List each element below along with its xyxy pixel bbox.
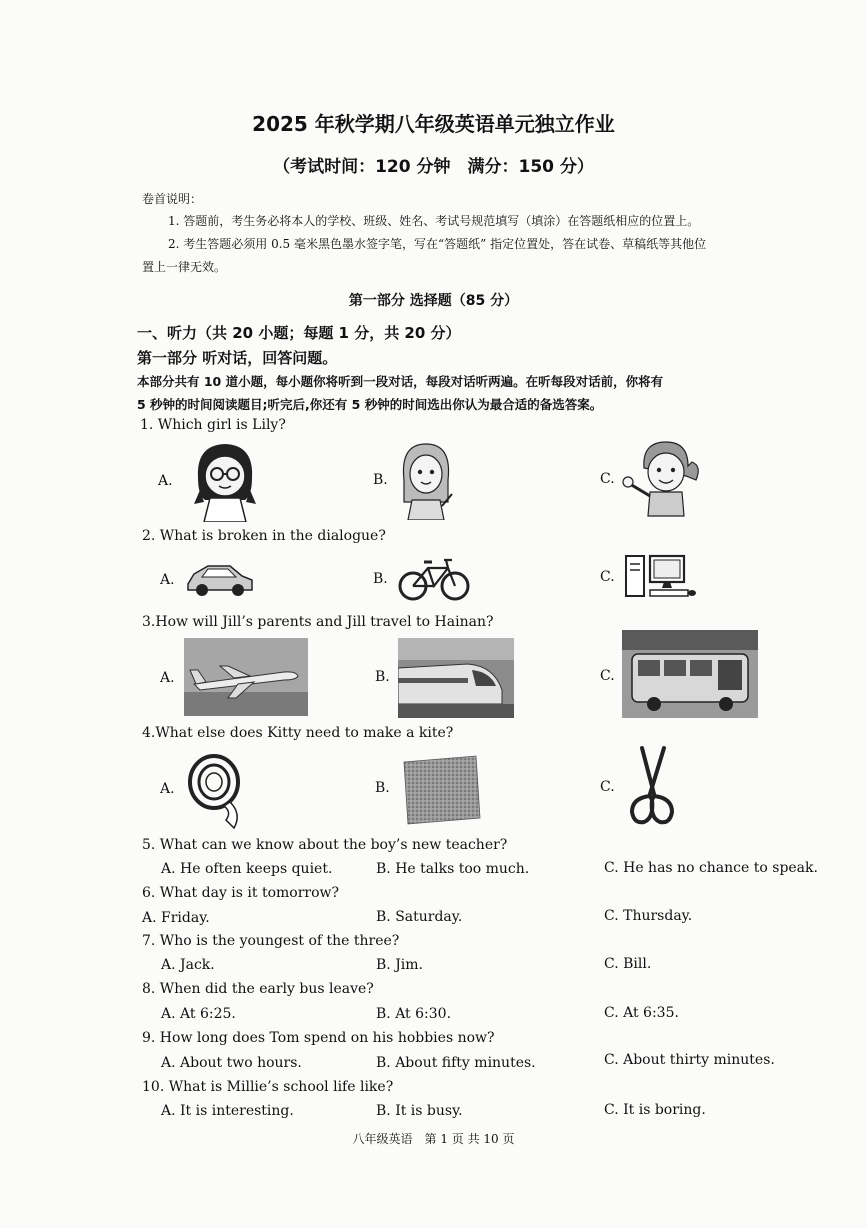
q6-option-a[interactable]: A. Friday. <box>142 910 210 926</box>
question-4: 4.What else does Kitty need to make a kite? <box>142 725 454 741</box>
q4-label-a: A. <box>160 781 175 797</box>
q2-label-c: C. <box>600 569 615 585</box>
q8-option-c[interactable]: C. At 6:35. <box>604 1005 679 1021</box>
page-footer: 八年级英语 第 1 页 共 10 页 <box>352 1132 515 1146</box>
q6-option-c[interactable]: C. Thursday. <box>604 908 693 924</box>
q5-option-a[interactable]: A. He often keeps quiet. <box>161 861 333 877</box>
notes-heading: 卷首说明： <box>142 192 203 206</box>
q2-label-b: B. <box>373 571 388 587</box>
train-photo[interactable] <box>398 638 514 718</box>
exam-time-info: （考试时间：120 分钟 满分：150 分） <box>273 157 594 177</box>
q3-label-a: A. <box>160 670 175 686</box>
girl-waving-icon[interactable] <box>622 436 702 518</box>
question-5: 5. What can we know about the boy’s new teacher? <box>142 837 508 853</box>
car-icon[interactable] <box>184 558 256 600</box>
plane-photo[interactable] <box>184 638 308 716</box>
scissors-icon[interactable] <box>624 744 680 828</box>
listening-instruction-line-1: 本部分共有 10 道小题，每小题你将听到一段对话，每段对话听两遍。在听每段对话前，你将有 <box>137 374 664 389</box>
q8-option-a[interactable]: A. At 6:25. <box>161 1006 236 1022</box>
q5-option-c[interactable]: C. He has no chance to speak. <box>604 860 818 876</box>
q7-option-b[interactable]: B. Jim. <box>376 957 424 973</box>
question-10: 10. What is Millie’s school life like? <box>142 1079 394 1095</box>
bus-photo[interactable] <box>622 630 758 718</box>
note-item-2-line-1: 2. 考生答题必须用 0.5 毫米黑色墨水签字笔，写在“答题纸” 指定位置处，答在试卷、草稿纸等其他位 <box>168 237 707 251</box>
q10-option-b[interactable]: B. It is busy. <box>376 1103 463 1119</box>
note-item-1: 1. 答题前，考生务必将本人的学校、班级、姓名、考试号规范填写（填涂）在答题纸相应的位置上。 <box>168 214 700 228</box>
part-one-title: 第一部分 选择题（85 分） <box>348 293 519 309</box>
q9-option-c[interactable]: C. About thirty minutes. <box>604 1052 775 1068</box>
question-9: 9. How long does Tom spend on his hobbies now? <box>142 1030 495 1046</box>
q9-option-a[interactable]: A. About two hours. <box>161 1055 302 1071</box>
listening-instruction-line-2: 5 秒钟的时间阅读题目;听完后,你还有 5 秒钟的时间选出你认为最合适的备选答案。 <box>137 397 603 412</box>
tape-icon[interactable] <box>186 748 248 830</box>
q5-option-b[interactable]: B. He talks too much. <box>376 861 530 877</box>
question-2: 2. What is broken in the dialogue? <box>142 528 386 544</box>
question-1: 1. Which girl is Lily? <box>140 417 286 433</box>
q1-label-b: B. <box>373 472 388 488</box>
q2-label-a: A. <box>160 572 175 588</box>
question-8: 8. When did the early bus leave? <box>142 981 374 997</box>
girl-with-glasses-icon[interactable] <box>190 440 260 522</box>
q4-label-c: C. <box>600 779 615 795</box>
question-6: 6. What day is it tomorrow? <box>142 885 340 901</box>
q3-label-b: B. <box>375 669 390 685</box>
girl-with-long-hair-icon[interactable] <box>396 440 456 520</box>
note-item-2-line-2: 置上一律无效。 <box>142 260 227 274</box>
listening-subpart-title: 第一部分 听对话，回答问题。 <box>137 349 338 367</box>
q8-option-b[interactable]: B. At 6:30. <box>376 1006 452 1022</box>
question-3: 3.How will Jill’s parents and Jill travel to Hainan? <box>142 614 494 630</box>
q3-label-c: C. <box>600 668 615 684</box>
paper-icon[interactable] <box>400 754 482 826</box>
q9-option-b[interactable]: B. About fifty minutes. <box>376 1055 536 1071</box>
q10-option-a[interactable]: A. It is interesting. <box>161 1103 294 1119</box>
q7-option-c[interactable]: C. Bill. <box>604 956 652 972</box>
listening-section-title: 一、听力（共 20 小题；每题 1 分，共 20 分） <box>137 324 461 342</box>
computer-icon[interactable] <box>622 552 698 600</box>
q7-option-a[interactable]: A. Jack. <box>161 957 215 973</box>
q10-option-c[interactable]: C. It is boring. <box>604 1102 706 1118</box>
q1-label-a: A. <box>158 473 173 489</box>
bicycle-icon[interactable] <box>398 552 470 604</box>
q1-label-c: C. <box>600 471 615 487</box>
question-7: 7. Who is the youngest of the three? <box>142 933 400 949</box>
q4-label-b: B. <box>375 780 390 796</box>
page-title: 2025 年秋学期八年级英语单元独立作业 <box>252 112 615 136</box>
q6-option-b[interactable]: B. Saturday. <box>376 909 463 925</box>
